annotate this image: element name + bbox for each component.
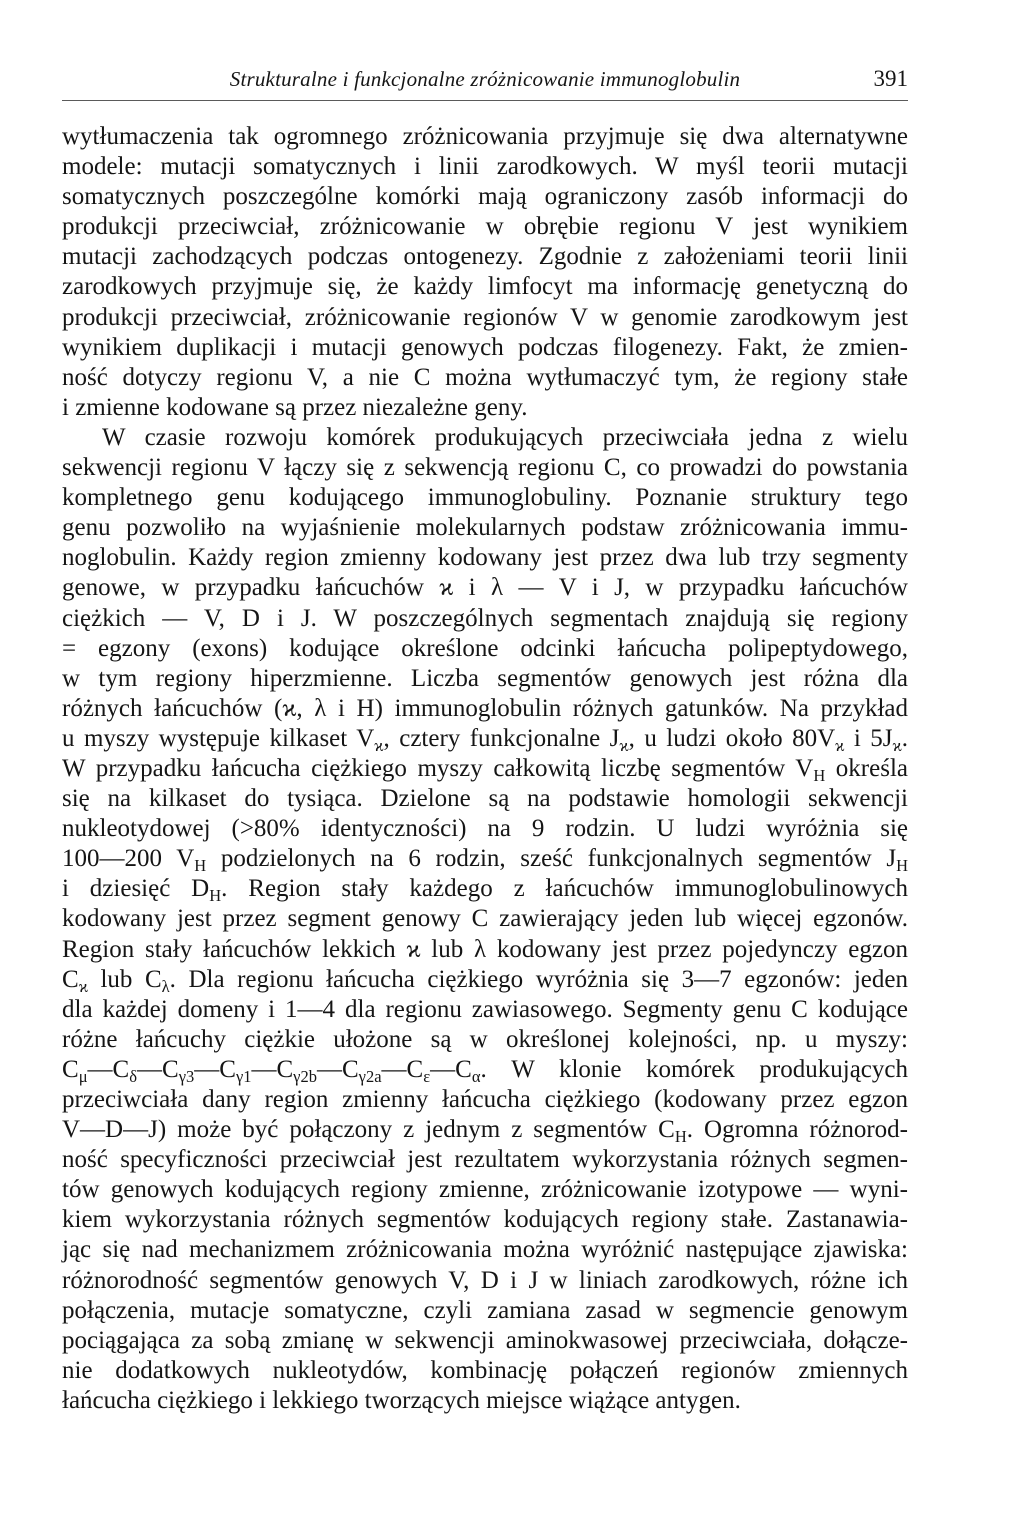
text-run: —C bbox=[137, 1055, 179, 1083]
text-run: i zmienne kodowane są przez niezależne geny. bbox=[62, 393, 528, 421]
text-run: sekwencji regionu V łączy się z sekwencją regionu C, co prowadzi do powstania bbox=[62, 454, 908, 482]
text-line bbox=[62, 724, 908, 754]
subscript: ϰ bbox=[835, 735, 845, 755]
text-line bbox=[62, 122, 908, 152]
text-line bbox=[62, 1145, 908, 1175]
text-run: łańcucha ciężkiego i lekkiego tworzących miejsce wiążące antygen. bbox=[62, 1386, 741, 1414]
text-run: —C bbox=[381, 1055, 424, 1083]
text-run: różnych łańcuchów (ϰ, λ i H) immunoglobulin różnych gatunków. Na przykład bbox=[62, 694, 908, 722]
text-run: . Ogromna różnorod- bbox=[686, 1116, 909, 1144]
text-line bbox=[62, 965, 908, 995]
text-line bbox=[62, 844, 908, 874]
subscript: ϰ bbox=[619, 735, 629, 755]
text-run: noglobulin. Każdy region zmienny kodowany jest przez dwa lub trzy segmenty bbox=[62, 544, 908, 572]
text-line bbox=[62, 995, 908, 1025]
text-run: . W klonie komórek produkujących bbox=[480, 1055, 908, 1083]
text-line bbox=[62, 453, 908, 483]
text-run: nie dodatkowych nukleotydów, kombinację połączeń regionów zmiennych bbox=[62, 1356, 908, 1384]
text-run: genu pozwoliło na wyjaśnienie molekularnych podstaw zróżnicowania immu- bbox=[62, 514, 908, 542]
text-run: —C bbox=[194, 1055, 236, 1083]
text-run: zarodkowych przyjmuje się, że każdy limfocyt ma informację genetyczną do bbox=[62, 273, 908, 301]
text-run: ność specyficzności przeciwciał jest rezultatem wykorzystania różnych segmen- bbox=[62, 1146, 908, 1174]
text-run: w tym regiony hiperzmienne. Liczba segmentów genowych jest różna dla bbox=[62, 664, 908, 692]
text-line bbox=[62, 754, 908, 784]
text-line bbox=[62, 1025, 908, 1055]
text-run: produkcji przeciwciał, zróżnicowanie w obrębie regionu V jest wynikiem bbox=[62, 213, 908, 241]
text-run: —C bbox=[87, 1055, 130, 1083]
text-run: —C bbox=[316, 1055, 359, 1083]
text-run: W przypadku łańcucha ciężkiego myszy całkowitą liczbę segmentów V bbox=[62, 754, 814, 782]
text-run: wytłumaczenia tak ogromnego zróżnicowania przyjmuje się dwa alternatywne bbox=[62, 123, 908, 150]
text-run: pociągająca za sobą zmianę w sekwencji aminokwasowej przeciwciała, dołącze- bbox=[62, 1326, 908, 1354]
subscript: δ bbox=[129, 1066, 138, 1086]
text-run: —C bbox=[251, 1055, 294, 1083]
subscript: γ2a bbox=[358, 1066, 382, 1086]
text-line bbox=[62, 242, 908, 272]
text-line bbox=[62, 1115, 908, 1145]
text-line bbox=[62, 423, 908, 453]
text-run: tów genowych kodujących regiony zmienne, zróżnicowanie izotypowe — wyni- bbox=[62, 1176, 908, 1204]
text-run: lub C bbox=[87, 965, 162, 993]
text-run: kompletnego genu kodującego immunoglobuliny. Poznanie struktury tego bbox=[62, 484, 908, 512]
text-run: określa bbox=[825, 754, 908, 782]
subscript: ϰ bbox=[78, 976, 88, 996]
text-line bbox=[62, 573, 908, 603]
text-run: dla każdej domeny i 1—4 dla regionu zawiasowego. Segmenty genu C kodujące bbox=[62, 995, 908, 1023]
text-line bbox=[62, 1296, 908, 1326]
text-run: , cztery funkcjonalne J bbox=[383, 724, 620, 752]
text-line bbox=[62, 272, 908, 302]
text-line bbox=[62, 1326, 908, 1356]
subscript: α bbox=[471, 1066, 481, 1086]
text-run: W czasie rozwoju komórek produkujących przeciwciała jedna z wielu bbox=[102, 423, 908, 451]
subscript: ϰ bbox=[892, 735, 902, 755]
text-run: produkcji przeciwciał, zróżnicowanie regionów V w genomie zarodkowym jest bbox=[62, 303, 908, 331]
running-head bbox=[62, 64, 908, 94]
text-line bbox=[62, 1386, 908, 1416]
text-run: się na kilkaset do tysiąca. Dzielone są na podstawie homologii sekwencji bbox=[62, 785, 908, 813]
text-line bbox=[62, 1205, 908, 1235]
text-run: C bbox=[62, 965, 79, 993]
text-run: i dziesięć D bbox=[62, 875, 210, 903]
text-run: przeciwciała dany region zmienny łańcucha ciężkiego (kodowany przez egzon bbox=[62, 1086, 908, 1113]
text-line bbox=[62, 543, 908, 573]
text-line bbox=[62, 212, 908, 242]
text-line bbox=[62, 904, 908, 934]
text-line bbox=[62, 1055, 908, 1085]
text-run: nukleotydowej (>80% identyczności) na 9 rodzin. U ludzi wyróżnia się bbox=[62, 815, 908, 843]
subscript: μ bbox=[78, 1066, 88, 1086]
text-run: kiem wykorzystania różnych segmentów kodujących regiony stałe. Zastanawia- bbox=[62, 1206, 908, 1234]
text-line bbox=[62, 784, 908, 814]
text-run: Region stały łańcuchów lekkich ϰ lub λ kodowany jest przez pojedynczy egzon bbox=[62, 935, 908, 963]
paragraph bbox=[62, 423, 908, 1416]
text-run: mutacji zachodzących podczas ontogenezy. Zgodnie z założeniami teorii linii bbox=[62, 243, 908, 271]
text-line bbox=[62, 363, 908, 393]
subscript: ϰ bbox=[374, 735, 384, 755]
text-run: somatycznych poszczególne komórki mają ograniczony zasób informacji do bbox=[62, 183, 908, 211]
text-run: i 5J bbox=[844, 724, 893, 752]
subscript: γ3 bbox=[178, 1066, 195, 1086]
text-run: C bbox=[62, 1055, 79, 1083]
text-line bbox=[62, 483, 908, 513]
subscript: λ bbox=[161, 976, 170, 996]
text-line bbox=[62, 333, 908, 363]
text-run: . bbox=[901, 724, 908, 752]
text-line bbox=[62, 694, 908, 724]
text-line bbox=[62, 814, 908, 844]
text-run: ność dotyczy regionu V, a nie C można wytłumaczyć tym, że regiony stałe bbox=[62, 363, 908, 391]
text-run: . Dla regionu łańcucha ciężkiego wyróżnia się 3—7 egzonów: jeden bbox=[169, 965, 908, 993]
subscript: γ1 bbox=[235, 1066, 252, 1086]
text-run: genowe, w przypadku łańcuchów ϰ i λ — V i J, w przypadku łańcuchów bbox=[62, 574, 908, 602]
text-run: —C bbox=[430, 1055, 472, 1083]
subscript: γ2b bbox=[293, 1066, 317, 1086]
text-run: 100—200 V bbox=[62, 845, 195, 873]
text-run: . Region stały każdego z łańcuchów immunoglobulinowych bbox=[221, 875, 908, 903]
text-line bbox=[62, 874, 908, 904]
text-line bbox=[62, 1085, 908, 1115]
subscript: H bbox=[194, 856, 207, 876]
subscript: H bbox=[896, 856, 908, 876]
text-line bbox=[62, 634, 908, 664]
header-rule bbox=[62, 100, 908, 101]
text-run: V—D—J) może być połączony z jednym z segmentów C bbox=[62, 1116, 675, 1144]
text-line bbox=[62, 664, 908, 694]
running-title: Strukturalne i funkcjonalne zróżnicowanie immunoglobulin bbox=[229, 67, 741, 91]
text-run: , u ludzi około 80V bbox=[628, 724, 836, 752]
text-run: = egzony (exons) kodujące określone odcinki łańcucha polipeptydowego, bbox=[62, 634, 908, 662]
paragraph-continued bbox=[62, 122, 908, 423]
text-line bbox=[62, 152, 908, 182]
subscript: H bbox=[813, 765, 826, 785]
text-line bbox=[62, 393, 908, 423]
page-number: 391 bbox=[873, 66, 908, 91]
text-line bbox=[62, 1356, 908, 1386]
text-run: podzielonych na 6 rodzin, sześć funkcjonalnych segmentów J bbox=[206, 845, 897, 873]
text-line bbox=[62, 1235, 908, 1265]
text-run: kodowany jest przez segment genowy C zawierający jeden lub więcej egzonów. bbox=[62, 905, 908, 933]
text-line bbox=[62, 604, 908, 634]
text-run: wynikiem duplikacji i mutacji genowych podczas filogenezy. Fakt, że zmien- bbox=[62, 333, 908, 361]
text-line bbox=[62, 935, 908, 965]
text-line bbox=[62, 1266, 908, 1296]
text-line bbox=[62, 513, 908, 543]
text-run: ciężkich — V, D i J. W poszczególnych segmentach znajdują się regiony bbox=[62, 604, 908, 632]
text-run: modele: mutacji somatycznych i linii zarodkowych. W myśl teorii mutacji bbox=[62, 153, 908, 181]
subscript: ε bbox=[423, 1066, 431, 1086]
text-run: różnorodność segmentów genowych V, D i J w liniach zarodkowych, różne ich bbox=[62, 1266, 908, 1294]
subscript: H bbox=[674, 1127, 687, 1147]
body-text bbox=[62, 122, 908, 1416]
subscript: H bbox=[209, 886, 222, 906]
text-run: jąc się nad mechanizmem zróżnicowania można wyróżnić następujące zjawiska: bbox=[62, 1236, 908, 1264]
text-line bbox=[62, 182, 908, 212]
text-line bbox=[62, 303, 908, 333]
text-run: u myszy występuje kilkaset V bbox=[62, 724, 375, 752]
text-run: połączenia, mutacje somatyczne, czyli zamiana zasad w segmencie genowym bbox=[62, 1296, 908, 1324]
text-run: różne łańcuchy ciężkie ułożone są w określonej kolejności, np. u myszy: bbox=[62, 1025, 908, 1053]
text-line bbox=[62, 1175, 908, 1205]
